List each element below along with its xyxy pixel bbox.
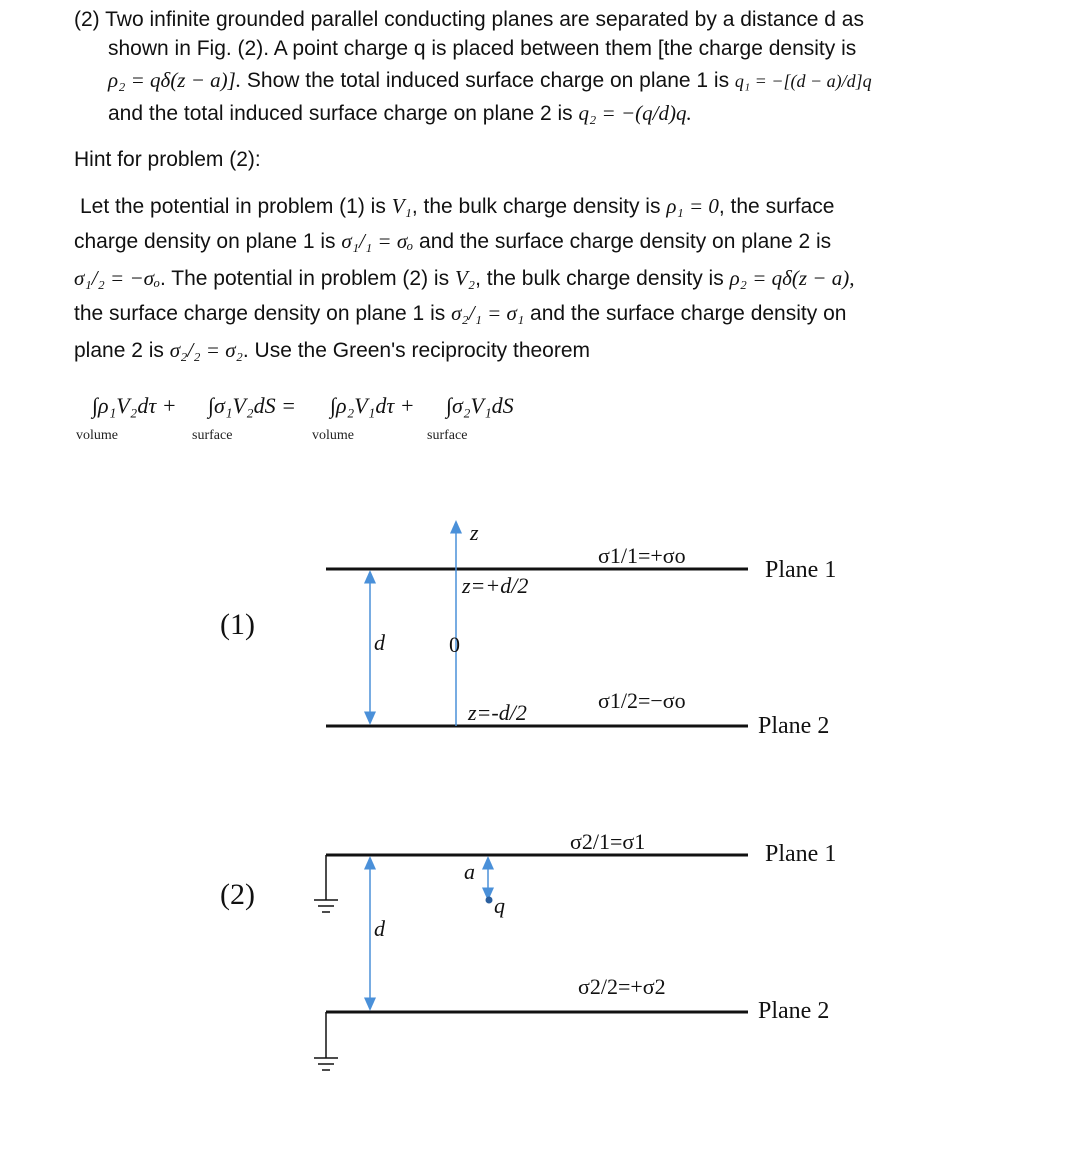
equation-sub-surface-1: surface <box>192 428 233 443</box>
hint-text: charge density on plane 1 is <box>74 230 336 253</box>
hint-text: and the surface charge density on plane 2 is <box>419 230 832 253</box>
hint-math: ρ₂ = qδ(z − a), <box>729 266 855 290</box>
fig2-plane-1-label: Plane 1 <box>765 841 837 867</box>
fig1-z-top-label: z=+d/2 <box>462 573 529 598</box>
hint-math: σ₂/₂ = σ₂ <box>169 338 243 362</box>
fig2-q-label: q <box>494 893 505 918</box>
hint-text: the surface charge density on plane 1 is <box>74 302 446 325</box>
fig1-sigma-bottom: σ1/2=−σo <box>598 688 686 713</box>
problem-line-1: (2) Two infinite grounded parallel conducting planes are separated by a distance d as <box>74 8 864 31</box>
problem-line-4-text: and the total induced surface charge on plane 2 is <box>108 102 573 125</box>
fig2-plane-2-label: Plane 2 <box>758 998 830 1024</box>
equation-term-2: ∫σ₁V₂dS = <box>208 393 296 418</box>
hint-title: Hint for problem (2): <box>74 148 261 171</box>
hint-text: Let the potential in problem (1) is <box>80 195 386 218</box>
hint-text: plane 2 is <box>74 339 164 362</box>
fig2-label: (2) <box>220 878 255 911</box>
problem-line-2: shown in Fig. (2). A point charge q is placed between them [the charge density is <box>108 37 857 60</box>
hint-math: V₂ <box>454 266 476 290</box>
fig2-d-label: d <box>374 916 385 941</box>
equation-sub-volume-1: volume <box>76 428 118 443</box>
equation-sub-volume-2: volume <box>312 428 354 443</box>
equation-term-4: ∫σ₂V₁dS <box>446 393 514 418</box>
fig2-a-label: a <box>464 859 475 884</box>
hint-math: ρ₁ = 0 <box>666 194 719 218</box>
fig2-sigma-bottom: σ2/2=+σ2 <box>578 974 666 999</box>
equation-sub-surface-2: surface <box>427 428 468 443</box>
fig1-d-label: d <box>374 630 385 655</box>
hint-text: . Use the Green's reciprocity theorem <box>242 339 591 362</box>
ground-icon <box>314 1012 338 1070</box>
hint-text: , the surface <box>718 195 835 218</box>
hint-text: , the bulk charge density is <box>475 267 724 290</box>
equation-term-3: ∫ρ₂V₁dτ + <box>330 393 415 418</box>
q1-result: q₁ = −[(d − a)/d]q <box>734 71 872 91</box>
fig1-origin-label: 0 <box>449 632 460 657</box>
charge-density-formula: ρ₂ = qδ(z − a)]. <box>108 68 242 92</box>
fig1-z-bottom-label: z=-d/2 <box>468 700 527 725</box>
fig1-plane-1-label: Plane 1 <box>765 557 837 583</box>
hint-math: σ₁/₁ = σₒ <box>341 229 414 253</box>
point-charge-dot <box>486 897 493 904</box>
fig1-label: (1) <box>220 608 255 641</box>
hint-text: , the bulk charge density is <box>411 195 661 218</box>
hint-math: σ₂/₁ = σ₁ <box>451 301 525 325</box>
q2-result: q₂ = −(q/d)q. <box>578 101 692 125</box>
fig1-plane-2-label: Plane 2 <box>758 713 830 739</box>
hint-text: and the surface charge density on <box>530 302 847 325</box>
fig1-axis-z-label: z <box>470 520 479 545</box>
fig2-sigma-top: σ2/1=σ1 <box>570 829 646 854</box>
fig1-sigma-top: σ1/1=+σo <box>598 543 686 568</box>
equation-term-1: ∫ρ₁V₂dτ + <box>92 393 177 418</box>
problem-line-3-text: Show the total induced surface charge on plane 1 is <box>246 69 730 92</box>
hint-math: σ₁/₂ = −σₒ <box>74 266 160 290</box>
hint-math: V₁ <box>391 194 412 218</box>
ground-icon <box>314 855 338 912</box>
hint-text: . The potential in problem (2) is <box>160 267 450 290</box>
